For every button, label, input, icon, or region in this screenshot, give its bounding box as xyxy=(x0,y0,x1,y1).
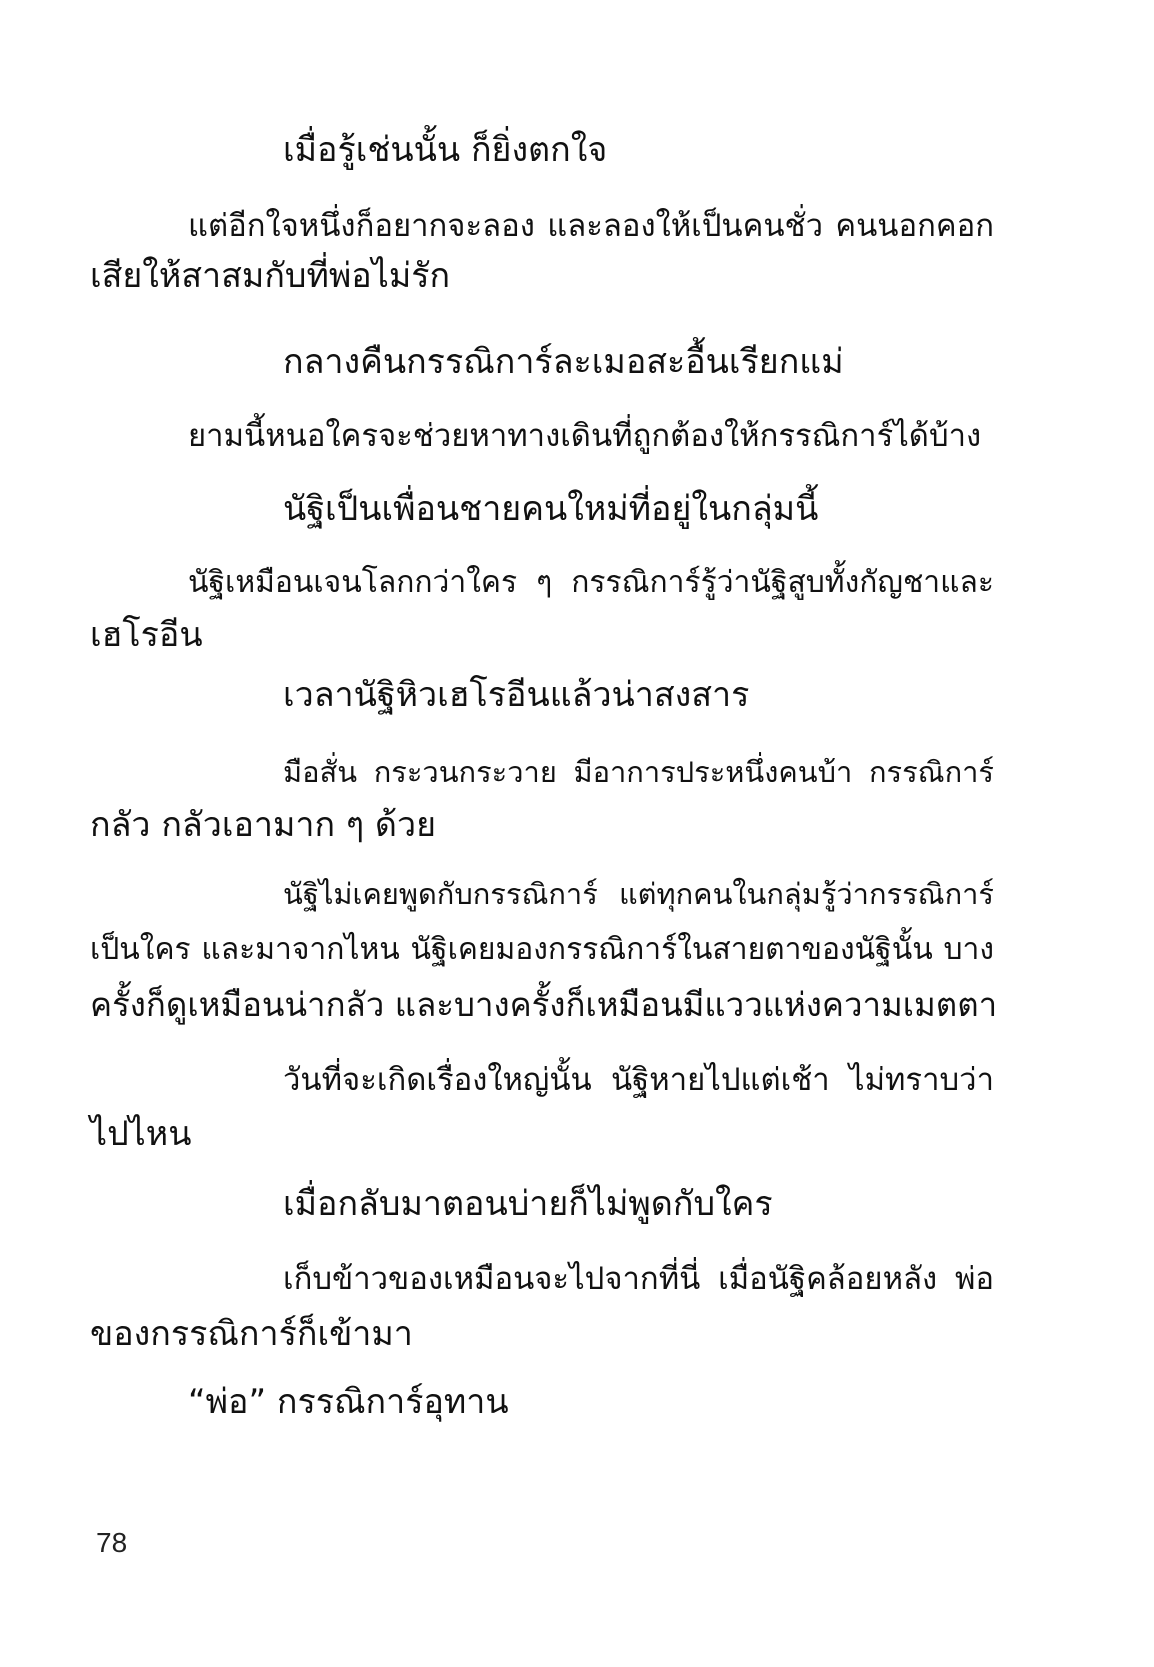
text-line: เมื่อกลับมาตอนบ่ายก็ไม่พูดกับใคร xyxy=(283,1184,773,1224)
text-line: ครั้งก็ดูเหมือนน่ากลัว และบางครั้งก็เหมือนมีแววแห่งความเมตตา xyxy=(90,985,998,1024)
text-line: “พ่อ” กรรณิการ์อุทาน xyxy=(188,1382,509,1422)
text-line: เสียให้สาสมกับที่พ่อไม่รัก xyxy=(90,256,451,296)
text-line: เมื่อรู้เช่นนั้น ก็ยิ่งตกใจ xyxy=(283,130,608,170)
text-line: เป็นใคร และมาจากไหน นัฐิเคยมองกรรณิการ์ในสายตาของนัฐินั้น บาง xyxy=(90,932,994,967)
page-number: 78 xyxy=(96,1527,128,1558)
text-line: เฮโรอีน xyxy=(90,615,203,655)
text-line: ยามนี้หนอใครจะช่วยหาทางเดินที่ถูกต้องให้กรรณิการ์ได้บ้าง xyxy=(188,418,982,454)
text-line: ไปไหน xyxy=(90,1114,192,1154)
text-line: เก็บข้าวของเหมือนจะไปจากที่นี่ เมื่อนัฐิคล้อยหลัง พ่อ xyxy=(283,1261,994,1297)
text-line: มือสั่น กระวนกระวาย มีอาการประหนึ่งคนบ้า กรรณิการ์ xyxy=(283,755,994,789)
text-line: วันที่จะเกิดเรื่องใหญ่นั้น นัฐิหายไปแต่เช้า ไม่ทราบว่า xyxy=(283,1062,994,1098)
text-line: นัฐิเป็นเพื่อนชายคนใหม่ที่อยู่ในกลุ่มนี้ xyxy=(283,489,819,529)
text-line: เวลานัฐิหิวเฮโรอีนแล้วน่าสงสาร xyxy=(283,675,750,715)
text-line: กลางคืนกรรณิการ์ละเมอสะอื้นเรียกแม่ xyxy=(283,342,844,382)
text-line: นัฐิไม่เคยพูดกับกรรณิการ์ แต่ทุกคนในกลุ่มรู้ว่ากรรณิการ์ xyxy=(283,877,994,911)
text-line: กลัว กลัวเอามาก ๆ ด้วย xyxy=(90,805,437,845)
text-line: ของกรรณิการ์ก็เข้ามา xyxy=(90,1314,413,1354)
text-line: แต่อีกใจหนึ่งก็อยากจะลอง และลองให้เป็นคนชั่ว คนนอกคอก xyxy=(188,208,994,244)
text-line: นัฐิเหมือนเจนโลกกว่าใคร ๆ กรรณิการ์รู้ว่านัฐิสูบทั้งกัญชาและ xyxy=(188,565,994,600)
